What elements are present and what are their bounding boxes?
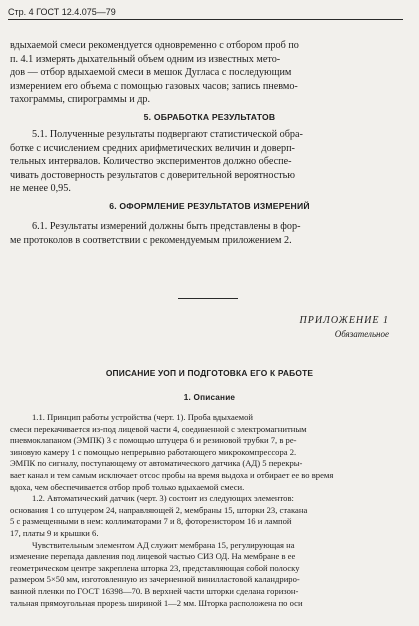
header-rule bbox=[8, 19, 403, 20]
section-6-title: 6. ОФОРМЛЕНИЕ РЕЗУЛЬТАТОВ ИЗМЕРЕНИЙ bbox=[109, 201, 310, 211]
paragraph-description bbox=[10, 412, 408, 609]
text-line: вдыхаемой смеси рекомендуется одновременно с отбором проб по bbox=[10, 40, 299, 51]
text-line: 1.1. Принцип работы устройства (черт. 1). Проба вдыхаемой bbox=[32, 412, 253, 422]
text-line: тальная прямоугольная прорезь шириной 1—2 мм. Шторка расположена по оси bbox=[10, 597, 303, 608]
text-line: ме протоколов в соответствии с рекомендуемым приложением 2. bbox=[10, 234, 292, 246]
text-line: ЭМПК по сигналу, поступающему от автоматического датчика (АД) 5 перекры- bbox=[10, 458, 303, 469]
text-line: Чувствительным элементом АД служит мембрана 15, регулирующая на bbox=[32, 539, 295, 550]
text-line: геометрическом центре закреплена шторка 23, представляющая собой полоску bbox=[10, 562, 300, 573]
page-header bbox=[8, 7, 116, 17]
appendix-heading: ОПИСАНИЕ УОП И ПОДГОТОВКА ЕГО К РАБОТЕ bbox=[105, 368, 314, 378]
text-line: измерением его объема с помощью газовых часов; запись пневмо- bbox=[10, 80, 298, 92]
appendix-label bbox=[300, 315, 390, 339]
text-line: ванной пленки по ГОСТ 16398—70. В верхней части шторки сделана горизон- bbox=[10, 585, 299, 596]
appendix-title: ПРИЛОЖЕНИЕ 1 bbox=[299, 315, 389, 326]
appendix-subtitle: Обязательное bbox=[334, 329, 389, 339]
subsection-1-title: 1. Описание bbox=[183, 393, 236, 402]
text-line: 17, платы 9 и крышки 6. bbox=[10, 527, 99, 538]
text-line: вает канал и тем самым исключает отсос пробы на время выдоха и отбирает ее во время bbox=[10, 469, 334, 480]
text-line: 5.1. Полученные результаты подвергают статистической обра- bbox=[32, 129, 303, 140]
text-line: зиновую камеру 1 с помощью непрерывно работающего микрокомпрессора 2. bbox=[10, 446, 297, 457]
text-line: 1.2. Автоматический датчик (черт. 3) состоит из следующих элементов: bbox=[32, 493, 294, 504]
text-line: смеси перекачивается из-под лицевой части 4, соединенной с электромагнитным bbox=[10, 423, 307, 434]
text-line: изменение перепада давления под лицевой частью СИЗ ОД. На мембране в ее bbox=[10, 551, 296, 562]
text-line: пневмоклапаном (ЭМПК) 3 с помощью штуцера 6 и резиновой трубки 7, в ре- bbox=[10, 435, 297, 446]
text-line: ботке с исчислением средних арифметических величин и доверп- bbox=[10, 142, 295, 154]
text-line: тельных интервалов. Количество экспериментов должно обеспе- bbox=[10, 156, 292, 168]
text-line: чивать достоверность результатов с доверительной вероятностью bbox=[10, 169, 295, 181]
paragraph-6-1 bbox=[10, 220, 402, 247]
text-line: п. 4.1 измерять дыхательный объем одним из известных мето- bbox=[10, 53, 281, 65]
section-separator bbox=[178, 298, 238, 299]
text-line: основания 1 со штуцером 24, направляющей 2, мембраны 15, шторки 23, стакана bbox=[10, 504, 308, 515]
header-text: Стр. 4 ГОСТ 12.4.075—79 bbox=[8, 7, 116, 17]
paragraph-intro bbox=[10, 39, 402, 107]
text-line: вдоха, чем обеспечивается отбор проб только вдыхаемой смеси. bbox=[10, 481, 245, 492]
text-line: 5 с размещенными в нем: коллиматорами 7 и 8, фоторезистором 16 и лампой bbox=[10, 516, 292, 527]
text-line: тахограммы, спирограммы и др. bbox=[10, 94, 151, 106]
text-line: дов — отбор вдыхаемой смеси в мешок Дугласа с последующим bbox=[10, 67, 292, 79]
paragraph-5-1 bbox=[10, 128, 402, 196]
section-5-title: 5. ОБРАБОТКА РЕЗУЛЬТАТОВ bbox=[143, 112, 276, 122]
text-line: не менее 0,95. bbox=[10, 183, 71, 195]
text-line: размером 5×50 мм, изготовленную из зачерненной винилластовой каландриро- bbox=[10, 574, 300, 585]
text-line: 6.1. Результаты измерений должны быть представлены в фор- bbox=[32, 221, 301, 232]
